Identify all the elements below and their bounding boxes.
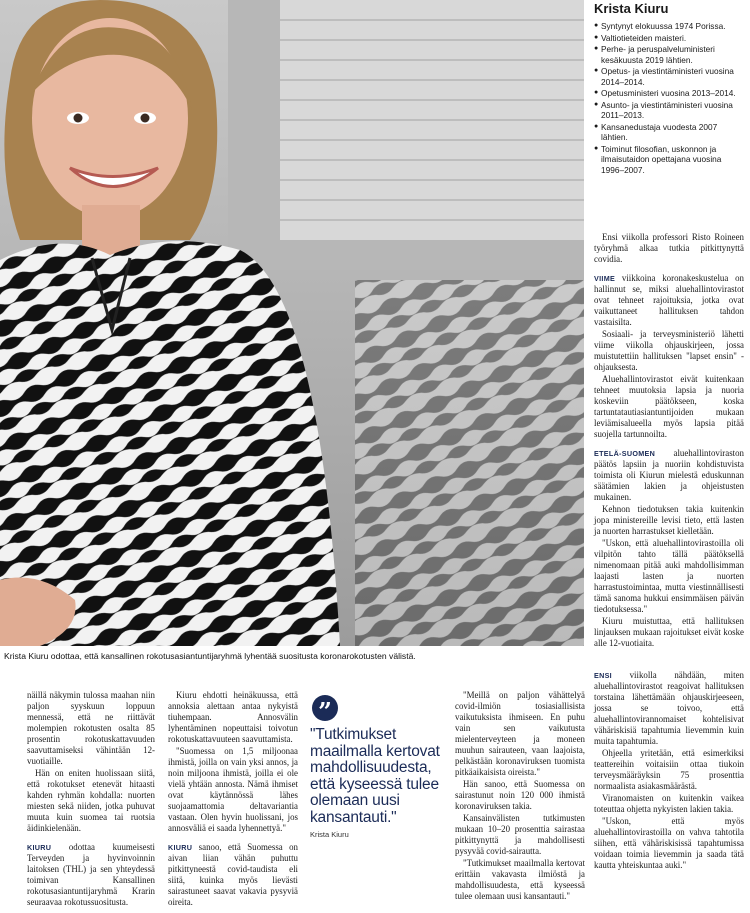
paragraph-text: sanoo, että Suomessa on aivan liian vähän puhuttu pitkittyneestä covid-taudista eli siitä, kuinka myös lievästi sairastuneet saavat vakavia pysyviä oireita. <box>168 842 298 907</box>
section-lead: KIURU <box>27 843 52 852</box>
paragraph <box>27 842 155 908</box>
bio-item: ● Asunto- ja viestintäministeri vuosina 2011–2013. <box>594 100 744 121</box>
paragraph: Kiuru ehdotti heinäkuussa, että annoksia alettaan antaa nykyistä tiuhempaan. Annosvälin lyhentäminen nopeuttaisi toivotun rokotuskattavuuteen saavuttamista. <box>168 690 298 744</box>
paragraph <box>168 842 298 908</box>
paragraph: Kiuru muistuttaa, että hallituksen linjauksen mukaan rajoitukset eivät koske alle 12-vuotiaita. <box>594 616 744 648</box>
bio-item: ● Valtiotieteiden maisteri. <box>594 33 744 44</box>
photo-caption: Krista Kiuru odottaa, että kansallinen rokotusasiantuntijaryhmä lyhentää suositusta koronarokotusten välistä. <box>4 651 416 661</box>
bio-item: ● Syntynyt elokuussa 1974 Porissa. <box>594 21 744 32</box>
article-column-2 <box>168 690 298 909</box>
paragraph: "Suomessa on 1,5 miljoonaa ihmistä, joilla on vain yksi annos, ja noin miljoona ihmistä, joilla ei ole vielä yhtään annosta. Nämä ihmiset ovat käytännössä lähes suojaamattomia deltavariantia vastaan. Olen hyvin huolissani, jos annosväliä ei saada lyhennettyä." <box>168 746 298 833</box>
paragraph: Viranomaisten on kuitenkin vaikea toteuttaa ohjetta nykyisten lakien takia. <box>594 793 744 814</box>
paragraph <box>594 670 744 747</box>
bio-item: ● Kansanedustaja vuodesta 2007 lähtien. <box>594 122 744 143</box>
paragraph: Kehnon tiedotuksen takia kuitenkin jopa ministereille levisi tieto, että lasten ja nuorten harrastukset kielletään. <box>594 504 744 536</box>
article-column-1 <box>27 690 155 909</box>
bio-item: ● Opetus- ja viestintäministeri vuosina 2014–2014. <box>594 66 744 87</box>
bio-item: ● Toiminut filosofian, uskonnon ja ilmaisutaidon opettajana vuosina 1996–2007. <box>594 144 744 176</box>
paragraph: näillä näkymin tulossa maahan niin paljon syyskuun loppuun mennessä, että ne riittävät molempien rokotusten osalta 85 prosentin rokotuskattavuuden saavuttamiseksi vähintään 12-vuotiaille. <box>27 690 155 766</box>
bio-item: ● Opetusministeri vuosina 2013–2014. <box>594 88 744 99</box>
section-lead: ETELÄ-SUOMEN <box>594 449 656 458</box>
bio-list <box>594 21 744 175</box>
bio-item: ● Perhe- ja peruspalveluministeri kesäkuusta 2019 lähtien. <box>594 44 744 65</box>
section-lead: KIURU <box>168 843 193 852</box>
section-lead: VIIME <box>594 274 616 283</box>
paragraph: Aluehallintovirastot eivät kuitenkaan tehneet muutoksia lapsia ja nuoria koskeviin päätökseen, koska tartuntatautiasiantuntijoiden mukaan leviämisalueella myös lapsia pitää suojella tartunnoilta. <box>594 374 744 439</box>
paragraph: "Tutkimukset maailmalla kertovat erittäin vakavasta ilmiöstä ja mahdollisuudesta, että kyseessä tulee olemaan uusi kansantauti." <box>455 858 585 901</box>
paragraph: Hän sanoo, että Suomessa on sairastunut noin 120 000 ihmistä koronaviruksen takia. <box>455 779 585 811</box>
pull-quote <box>310 695 445 839</box>
section-lead: ENSI <box>594 671 612 680</box>
article-column-3 <box>455 690 585 903</box>
paragraph: Kansainvälisten tutkimusten mukaan 10–20 prosenttia sairastaa pitkittynyttä ja mahdollisesti pysyvää covid-sairautta. <box>455 813 585 856</box>
bio-box <box>594 0 744 176</box>
article-right-column <box>594 232 744 650</box>
paragraph: Ohjeella yritetään, että esimerkiksi teattereihin voitaisiin ottaa tiukoin terveysmääräyksin 75 prosenttia normaalista asiakasmäärästä. <box>594 748 744 791</box>
paragraph: "Uskon, että myös aluehallintovirastoilla on vahva tahtotila siihen, että vähäriskisissä tapahtumissa voidaan toimia lievemmin ja saada tätä kautta yhteiskuntaa auki." <box>594 816 744 870</box>
paragraph: "Uskon, että aluehallintovirastoilla oli vilpitön tahto tällä päätöksellä nimenomaan pitää auki mahdollisimman laajasti lasten ja nuorten harrastustoimintaa, mutta viestinnällisesti tämä sanoma hukkui ensimmäisen päivän tiedotuksessa." <box>594 538 744 614</box>
paragraph-text: aluehallintoviraston päätös lapsiin ja nuoriin kohdistuvista toimista oli Kiurun mielestä eduskunnan säätämien lakien ja ohjeistusten mukainen. <box>594 448 744 502</box>
paragraph-text: viikkoina koronakeskustelua on hallinnut se, miksi aluehallintovirastot ovat tehneet rajoituksia, jotka ovat vaikuttaneet hallituksen tahdon vastaisilta. <box>594 273 744 327</box>
paragraph: "Meillä on paljon vähättelyä covid-ilmiön tosiasiallisista vaikutuksista ihmiseen. En puhu vain sen vaikutusta mielenterveyteen ja moneen muuhun sairauteen, vaan laajoista, pelkästään koronaviruksen tuomista pitkäaikaisista oireista." <box>455 690 585 777</box>
paragraph <box>594 448 744 503</box>
paragraph: Hän on eniten huolissaan siitä, että rokotukset etenevät hitaasti kahden ryhmän kohdalla: nuorten miesten sekä niiden, jotka puhuvat muuta kuin suomea tai ruotsia äidinkielenään. <box>27 768 155 833</box>
bio-name: Krista Kiuru <box>594 1 669 16</box>
quote-mark-icon: ” <box>312 695 338 721</box>
paragraph: Ensi viikolla professori Risto Roineen työryhmä alkaa tutkia pitkittynyttä covidia. <box>594 232 744 264</box>
quote-author: Krista Kiuru <box>310 830 349 839</box>
quote-text: "Tutkimukset maailmalla kertovat mahdollisuudesta, että kyseessä tulee olemaan uusi kansantauti." <box>310 726 440 826</box>
article-column-4 <box>594 670 744 872</box>
paragraph-text: odottaa kuumeisesti Terveyden ja hyvinvoinnin laitoksen (THL) ja sen yhteydessä toimivan Kansallinen rokotusasiantuntijaryhmä Krarin seuraavaa rokotussuositusta. <box>27 842 155 907</box>
paragraph <box>594 273 744 328</box>
paragraph: Sosiaali- ja terveysministeriö lähetti viime viikolla ohjauskirjeen, jossa muistutettiin hallituksen "lapset ensin" -ohjauksesta. <box>594 329 744 372</box>
paragraph-text: viikolla nähdään, miten aluehallintovirastot reagoivat hallituksen torstaina lähettämään ohjauskirjeeseen, jossa se toivoo, että aluehallintovirannomaiset kohtelisivat vähäriskisiä tapahtumia lievemmin kuin muita tapahtumia. <box>594 670 744 746</box>
